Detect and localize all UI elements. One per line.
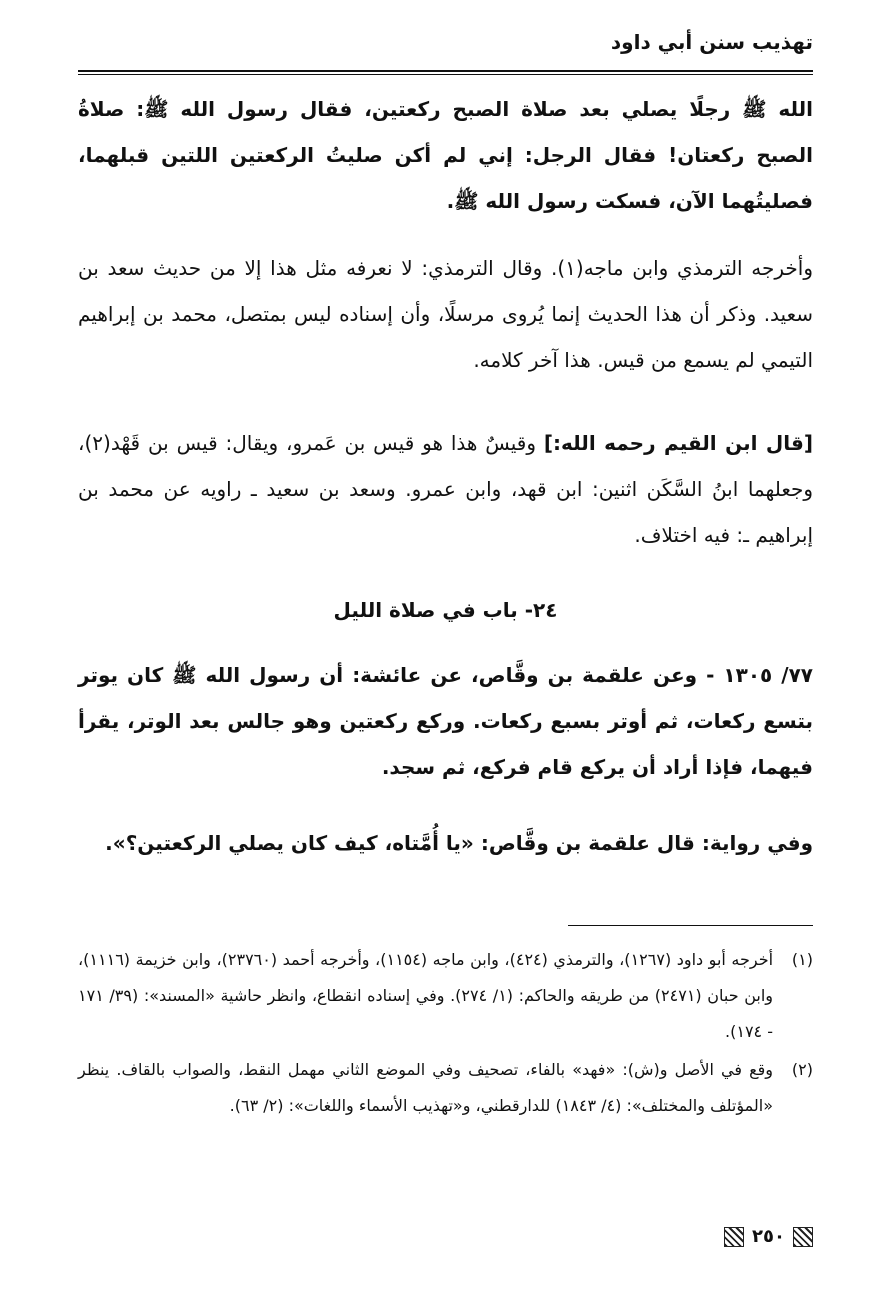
page-folio: [683, 1226, 813, 1247]
paragraph-continuation: الله ﷺ رجلًا يصلي بعد صلاة الصبح ركعتين، فقال رسول الله ﷺ: صلاةُ الصبح ركعتان! فقال الرجل: إني لم أكن صليتُ الركعتين اللتين قبلهما، فصليتُهما الآن، فسكت رسول الله ﷺ.: [78, 97, 813, 213]
paragraph-takhrij: وأخرجه الترمذي وابن ماجه(١). وقال الترمذي: لا نعرفه مثل هذا إلا من حديث سعد بن سعيد. وذكر أن هذا الحديث إنما يُروى مرسلًا، وأن إسناده ليس بمتصل، محمد بن إبراهيم التيمي لم يسمع من قيس. هذا آخر كلامه.: [78, 256, 813, 372]
footnote-number: (٢): [791, 1060, 813, 1079]
header-rule-thin: [78, 74, 813, 75]
ornament-icon: [724, 1227, 744, 1247]
chapter-heading: ٢٤- باب في صلاة الليل: [333, 598, 558, 622]
footnote: [78, 942, 813, 1050]
footnotes: [78, 942, 813, 1126]
footnote-rule: [568, 925, 813, 926]
ornament-icon: [793, 1227, 813, 1247]
footnote-number: (١): [791, 950, 813, 969]
ibn-qayyim-label: [قال ابن القيم رحمه الله:]: [543, 431, 813, 455]
riwaya-paragraph: وفي رواية: قال علقمة بن وقَّاص: «يا أُمَّتاه، كيف كان يصلي الركعتين؟».: [105, 831, 813, 855]
ibn-qayyim-text: وقيسٌ هذا هو قيس بن عَمرو، ويقال: قيس بن قَهْد(٢)، وجعلهما ابنُ السَّكَن اثنين: ابن قهد، وابن عمرو. وسعد بن سعيد ـ راويه عن محمد بن إبراهيم ـ: فيه اختلاف.: [78, 431, 813, 547]
header-rule: [78, 70, 813, 72]
running-head: تهذيب سنن أبي داود: [610, 30, 813, 54]
page-number: ٢٥٠: [752, 1226, 785, 1247]
paragraph-ibn-qayyim: [78, 420, 813, 558]
hadith-paragraph: ٧٧/ ١٣٠٥ - وعن علقمة بن وقَّاص، عن عائشة: أن رسول الله ﷺ كان يوتر بتسع ركعات، ثم أوتر بسبع ركعات. وركع ركعتين وهو جالس بعد الوتر، يقرأ فيهما، فإذا أراد أن يركع قام فركع، ثم سجد.: [78, 663, 813, 779]
footnote: [78, 1052, 813, 1124]
footnote-text: أخرجه أبو داود (١٢٦٧)، والترمذي (٤٢٤)، وابن ماجه (١١٥٤)، وأخرجه أحمد (٢٣٧٦٠)، وابن خزيمة (١١١٦)، وابن حبان (٢٤٧١) من طريقه والحاكم: (١/ ٢٧٤). وفي إسناده انقطاع، وانظر حاشية «المسند»: (٣٩/ ١٧١ - ١٧٤).: [78, 950, 774, 1041]
footnote-text: وقع في الأصل و(ش): «فهد» بالفاء، تصحيف وفي الموضع الثاني مهمل النقط، والصواب بالقاف. ينظر «المؤتلف والمختلف»: (٤/ ١٨٤٣) للدارقطني، و«تهذيب الأسماء واللغات»: (٢/ ٦٣).: [78, 1060, 773, 1115]
